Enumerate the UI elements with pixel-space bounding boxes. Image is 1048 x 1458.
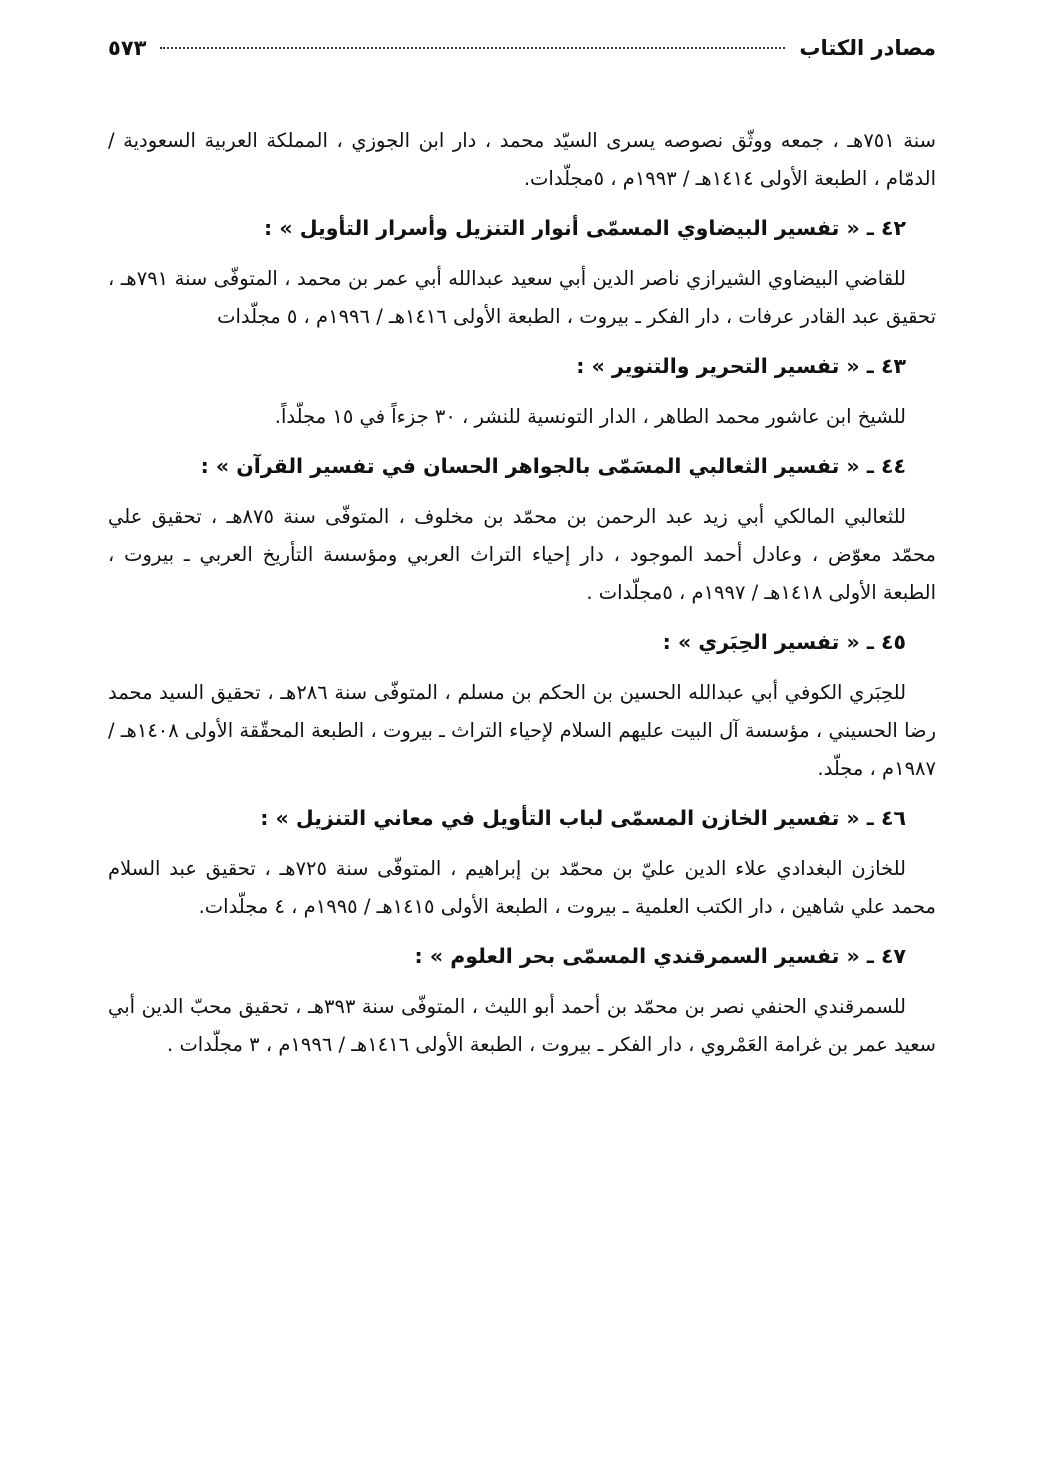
entry-text-42: للقاضي البيضاوي الشيرازي ناصر الدين أبي سعيد عبدالله أبي عمر بن محمد ، المتوفّى سنة ٧٩١هـ ، تحقيق عبد القادر عرفات ، دار الفكر ـ بيروت ، الطبعة الأولى ١٤١٦هـ / ١٩٩٦م ، ٥ مجلّدات	[108, 267, 936, 328]
entry-text-46: للخازن البغدادي علاء الدين عليّ بن محمّد بن إبراهيم ، المتوفّى سنة ٧٢٥هـ ، تحقيق عبد السلام محمد علي شاهين ، دار الكتب العلمية ـ بيروت ، الطبعة الأولى ١٤١٥هـ / ١٩٩٥م ، ٤ مجلّدات.	[108, 857, 936, 918]
entry-text-47: للسمرقندي الحنفي نصر بن محمّد بن أحمد أبو الليث ، المتوفّى سنة ٣٩٣هـ ، تحقيق محبّ الدين أبي سعيد عمر بن غرامة العَمْروي ، دار الفكر ـ بيروت ، الطبعة الأولى ١٤١٦هـ / ١٩٩٦م ، ٣ مجلّدات .	[108, 995, 936, 1056]
continued-paragraph: سنة ٧٥١هـ ، جمعه ووثّق نصوصه يسرى السيّد محمد ، دار ابن الجوزي ، المملكة العربية السعودية / الدمّام ، الطبعة الأولى ١٤١٤هـ / ١٩٩٣م ، ٥مجلّدات.	[108, 129, 936, 190]
book-page	[108, 36, 936, 1398]
page-number: ٥٧٣	[108, 36, 147, 60]
entry-title-42: ٤٢ ـ « تفسير البيضاوي المسمّى أنوار التنزيل وأسرار التأويل » :	[263, 216, 906, 240]
entry-title-43: ٤٣ ـ « تفسير التحرير والتنوير » :	[576, 354, 906, 378]
leader-dots	[160, 47, 785, 49]
entry-title-46: ٤٦ ـ « تفسير الخازن المسمّى لباب التأويل في معاني التنزيل » :	[260, 806, 906, 830]
entry-text-44: للثعالبي المالكي أبي زيد عبد الرحمن بن محمّد بن مخلوف ، المتوفّى سنة ٨٧٥هـ ، تحقيق علي محمّد معوّض ، وعادل أحمد الموجود ، دار إحياء التراث العربي ومؤسسة التأريخ العربي ـ بيروت ، الطبعة الأولى ١٤١٨هـ / ١٩٩٧م ، ٥مجلّدات .	[108, 505, 936, 604]
running-header	[108, 36, 936, 78]
page-body	[108, 122, 936, 1064]
entry-title-44: ٤٤ ـ « تفسير الثعالبي المسَمّى بالجواهر الحسان في تفسير القرآن » :	[200, 454, 906, 478]
entry-title-47: ٤٧ ـ « تفسير السمرقندي المسمّى بحر العلوم » :	[414, 944, 906, 968]
entry-text-45: للحِبَري الكوفي أبي عبدالله الحسين بن الحكم بن مسلم ، المتوفّى سنة ٢٨٦هـ ، تحقيق السيد محمد رضا الحسيني ، مؤسسة آل البيت عليهم السلام لإحياء التراث ـ بيروت ، الطبعة المحقّقة الأولى ١٤٠٨هـ / ١٩٨٧م ، مجلّد.	[108, 681, 937, 780]
entry-text-43: للشيخ ابن عاشور محمد الطاهر ، الدار التونسية للنشر ، ٣٠ جزءاً في ١٥ مجلّداً.	[274, 405, 906, 428]
entry-title-45: ٤٥ ـ « تفسير الحِبَري » :	[662, 630, 906, 654]
running-title: مصادر الكتاب	[799, 36, 936, 60]
